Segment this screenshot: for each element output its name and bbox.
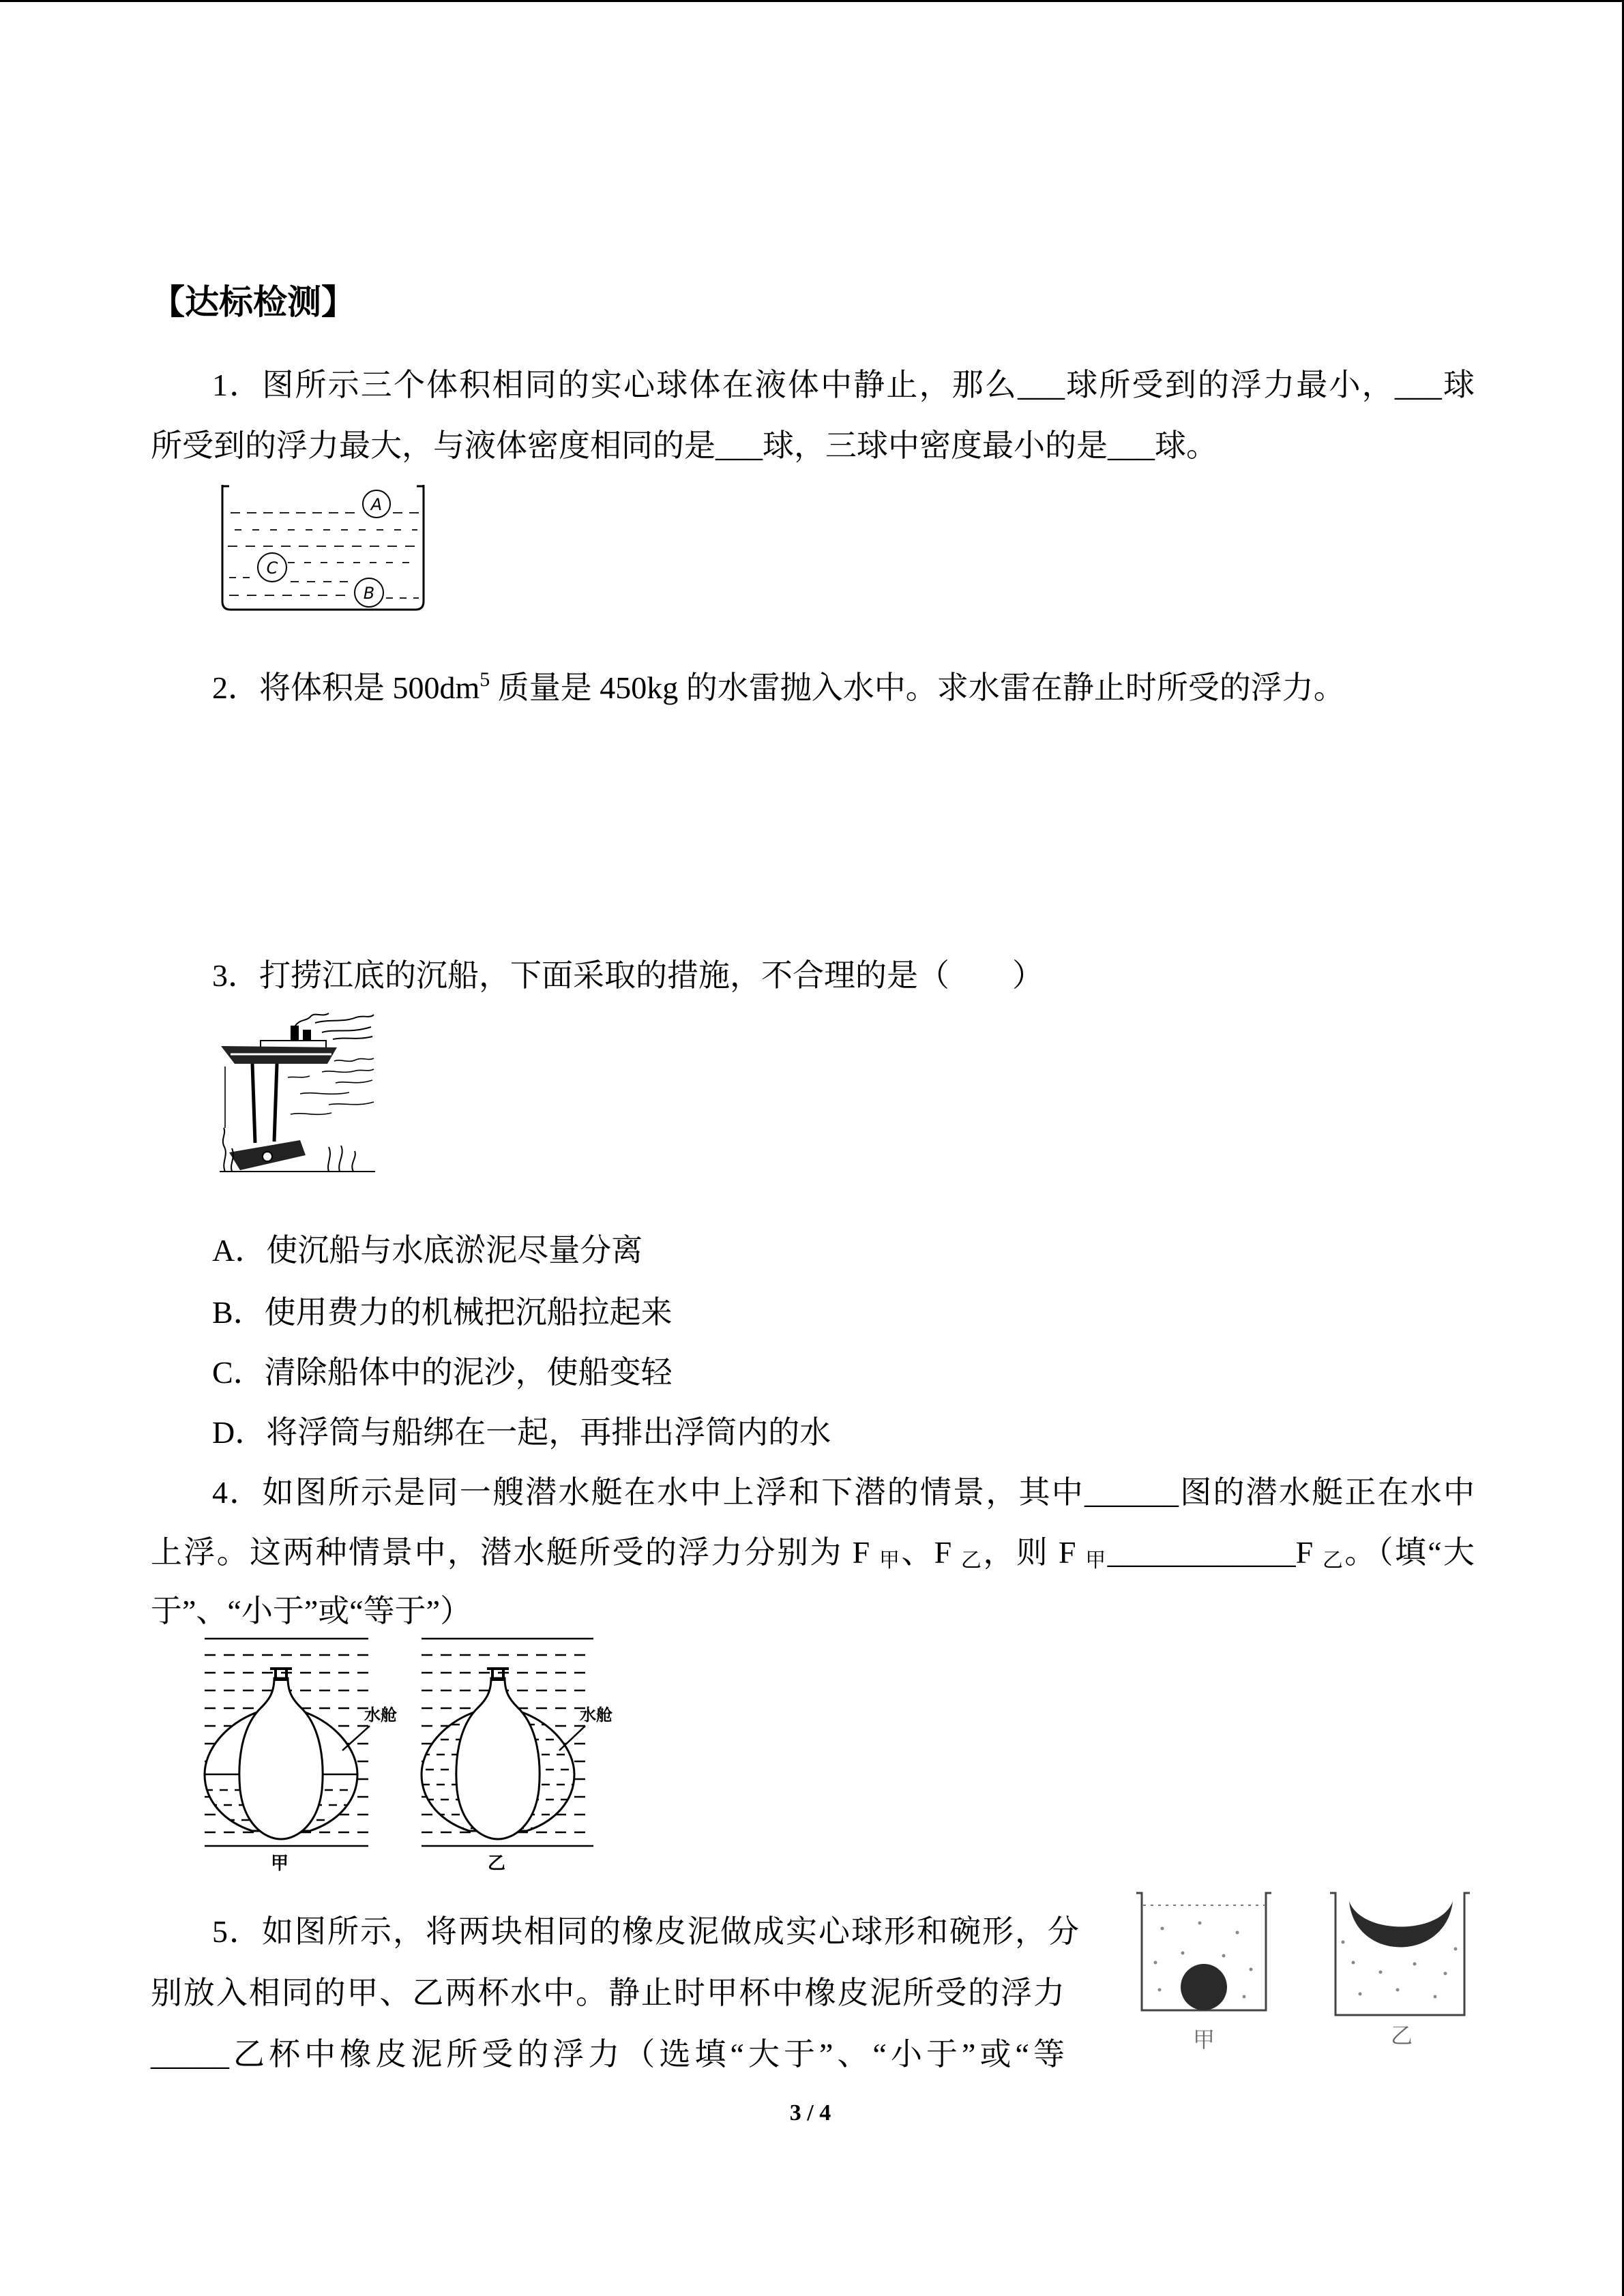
tank-leader-line-yi [559,1726,585,1750]
cup-jia [1136,1893,1271,2010]
question-2-text-before: 2．将体积是 500dm [212,670,480,705]
q4-subscript-4: 乙 [1322,1549,1345,1572]
section-heading: 【达标检测】 [151,283,355,321]
question-1-line-1: 1．图所示三个体积相同的实心球体在液体中静止，那么___球所受到的浮力最小，___球 [212,368,1475,402]
salvage-illustration [220,1012,375,1173]
question-5-line-1: 5．如图所示，将两块相同的橡皮泥做成实心球形和碗形，分 [212,1914,1079,1949]
ball-a-label: A [370,495,383,514]
figure-submarines [198,1635,624,1876]
submarine-jia [198,1639,397,1846]
q4-text-3: ，则 F [983,1535,1086,1570]
q4-subscript-1: 甲 [879,1549,902,1572]
submarine-diagram [198,1635,624,1876]
q4-text-4: F [1295,1535,1323,1570]
figure-salvage-sunken-ship [220,1012,375,1173]
submarine-yi [422,1639,612,1846]
tank-leader-line-jia [342,1726,370,1750]
liquid-dashes [228,513,419,598]
q4-subscript-3: 甲 [1085,1549,1108,1572]
clay-cups-diagram [1135,1888,1472,2055]
q4-text-1: 上浮。这两种情景中，潜水艇所受的浮力分别为 F [151,1535,879,1570]
figure-clay-in-cups [1135,1888,1472,2055]
ball-a [363,490,390,518]
cup-yi [1330,1893,1470,2015]
q4-text-5: 。（填“大 [1344,1535,1475,1570]
question-5-line-3: _____乙杯中橡皮泥所受的浮力（选填“大于”、“小于”或“等 [151,2037,1065,2072]
sunken-ship [229,1140,306,1170]
beaker-outline [222,485,424,610]
option-b: B．使用费力的机械把沉船拉起来 [212,1295,673,1330]
question-4-line-3: 于”、“小于”或“等于”） [151,1594,472,1628]
ball-c [258,553,286,582]
question-4-line-1: 4．如图所示是同一艘潜水艇在水中上浮和下潜的情景，其中______图的潜水艇正在水中 [212,1475,1475,1510]
q4-answer-blank: ____________ [1107,1535,1296,1570]
question-2 [212,659,1345,709]
option-a: A．使沉船与水底淤泥尽量分离 [212,1233,643,1268]
clay-bowl [1349,1901,1453,1948]
clay-ball [1181,1964,1227,2010]
option-d: D．将浮筒与船绑在一起，再排出浮筒内的水 [212,1415,831,1450]
question-2-text-after: 质量是 450kg 的水雷抛入水中。求水雷在静止时所受的浮力。 [490,670,1345,705]
q4-text-2: 、F [901,1535,962,1570]
figure-three-balls-in-liquid [220,482,426,612]
page-number: 3 / 4 [789,2100,831,2126]
tank-label-jia: 水舱 [364,1705,397,1725]
salvage-ship [221,1026,337,1064]
water-dots-yi [1342,1941,1458,1999]
ball-b [355,578,383,607]
beaker-diagram [220,482,426,612]
caption-jia: 甲 [270,1853,289,1874]
caption-jia: 甲 [1192,2027,1215,2053]
question-3-stem: 3．打捞江底的沉船，下面采取的措施，不合理的是（ ） [212,958,1044,993]
caption-yi: 乙 [487,1853,506,1874]
question-2-superscript: 5 [479,668,490,691]
ball-b-label: B [363,584,375,603]
q4-subscript-2: 乙 [961,1549,984,1572]
caption-yi: 乙 [1390,2023,1413,2048]
option-c: C．清除船体中的泥沙，使船变轻 [212,1355,673,1390]
question-5-line-2: 别放入相同的甲、乙两杯水中。静止时甲杯中橡皮泥所受的浮力 [151,1976,1065,2010]
hull-jia [239,1678,323,1839]
tank-label-yi: 水舱 [580,1705,612,1725]
question-1-line-2: 所受到的浮力最大，与液体密度相同的是___球，三球中密度最小的是___球。 [151,428,1217,463]
lifting-cables [252,1064,277,1143]
hull-yi [456,1678,540,1839]
ball-c-label: C [266,558,278,578]
water-waves [225,1058,374,1128]
question-4-line-2 [151,1532,1475,1581]
